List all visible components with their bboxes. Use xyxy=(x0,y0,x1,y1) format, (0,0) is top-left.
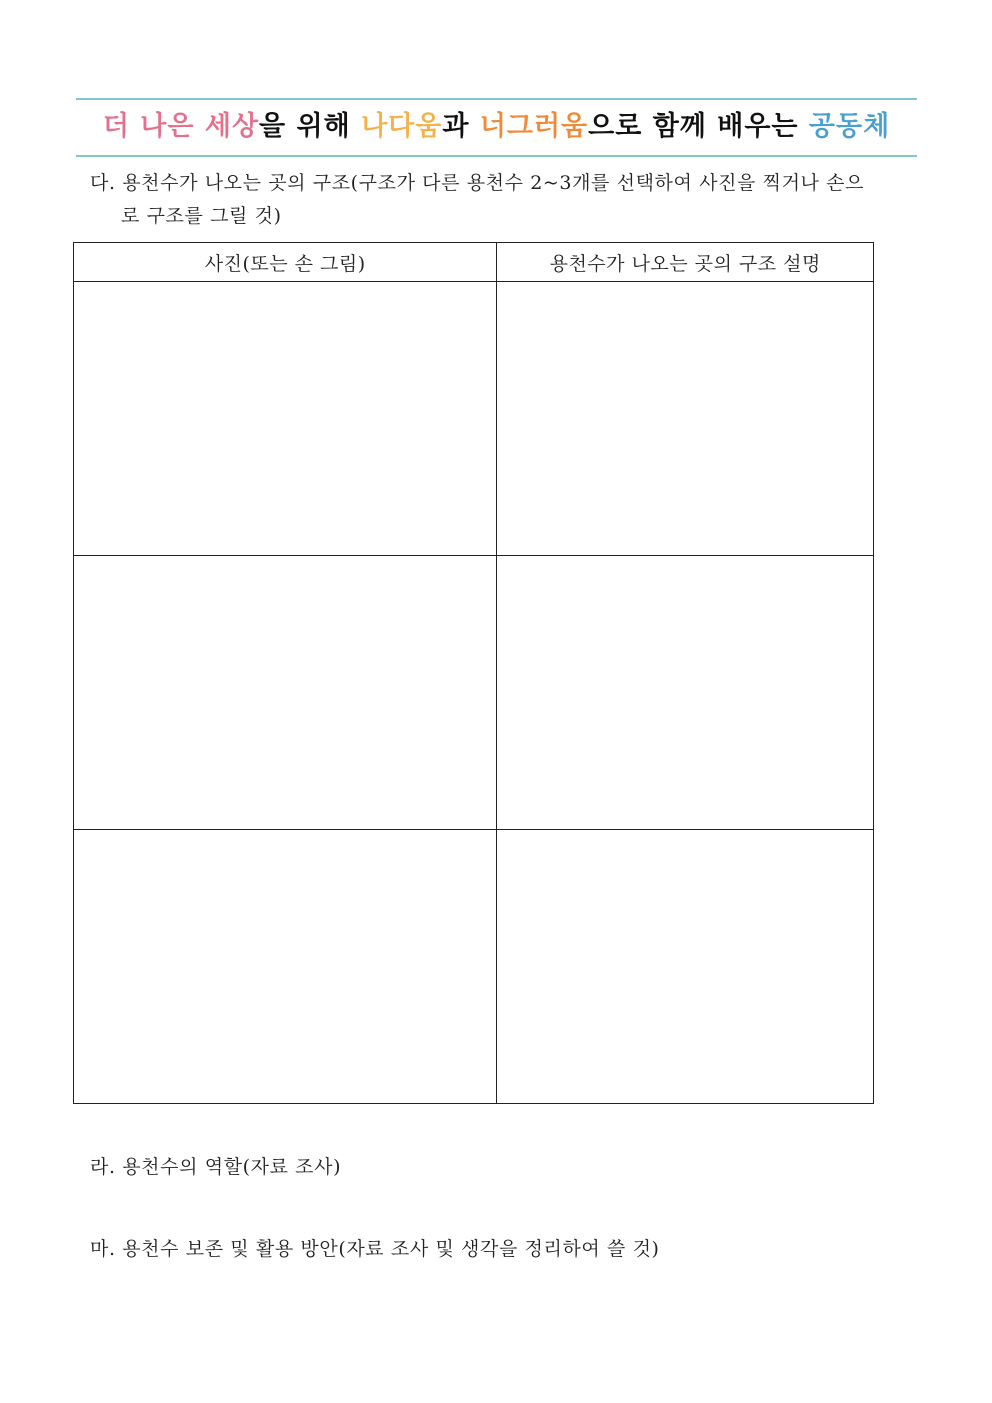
photo-cell[interactable] xyxy=(74,830,497,1104)
banner-segment: 공동체 xyxy=(808,111,891,142)
banner-segment: 으로 함께 배우는 xyxy=(588,111,809,142)
photo-cell[interactable] xyxy=(74,282,497,556)
description-cell[interactable] xyxy=(497,556,874,830)
photo-cell[interactable] xyxy=(74,556,497,830)
banner-bottom-rule xyxy=(76,155,917,157)
section-da-line1: 다. 용천수가 나오는 곳의 구조(구조가 다른 용천수 2~3개를 선택하여 사진을 찍거나 손으 xyxy=(90,172,865,194)
banner-segment: 과 xyxy=(442,111,480,142)
table-header-row xyxy=(74,243,874,282)
header-photo: 사진(또는 손 그림) xyxy=(74,243,497,282)
description-cell[interactable] xyxy=(497,830,874,1104)
description-cell[interactable] xyxy=(497,282,874,556)
table-row xyxy=(74,830,874,1104)
table-row xyxy=(74,282,874,556)
banner-segment: 더 나은 세상 xyxy=(102,111,260,142)
banner-title xyxy=(76,104,917,150)
table-row xyxy=(74,556,874,830)
banner-segment: 나다움 xyxy=(361,111,443,142)
header-description: 용천수가 나오는 곳의 구조 설명 xyxy=(497,243,874,282)
banner-top-rule xyxy=(76,98,917,100)
section-da-line2: 로 구조를 그릴 것) xyxy=(121,205,282,227)
section-ma: 마. 용천수 보존 및 활용 방안(자료 조사 및 생각을 정리하여 쓸 것) xyxy=(90,1238,660,1260)
banner-segment: 을 위해 xyxy=(259,111,362,142)
banner-segment: 너그러움 xyxy=(479,111,589,142)
structure-table xyxy=(73,242,874,1104)
section-ra: 라. 용천수의 역할(자료 조사) xyxy=(90,1156,342,1178)
